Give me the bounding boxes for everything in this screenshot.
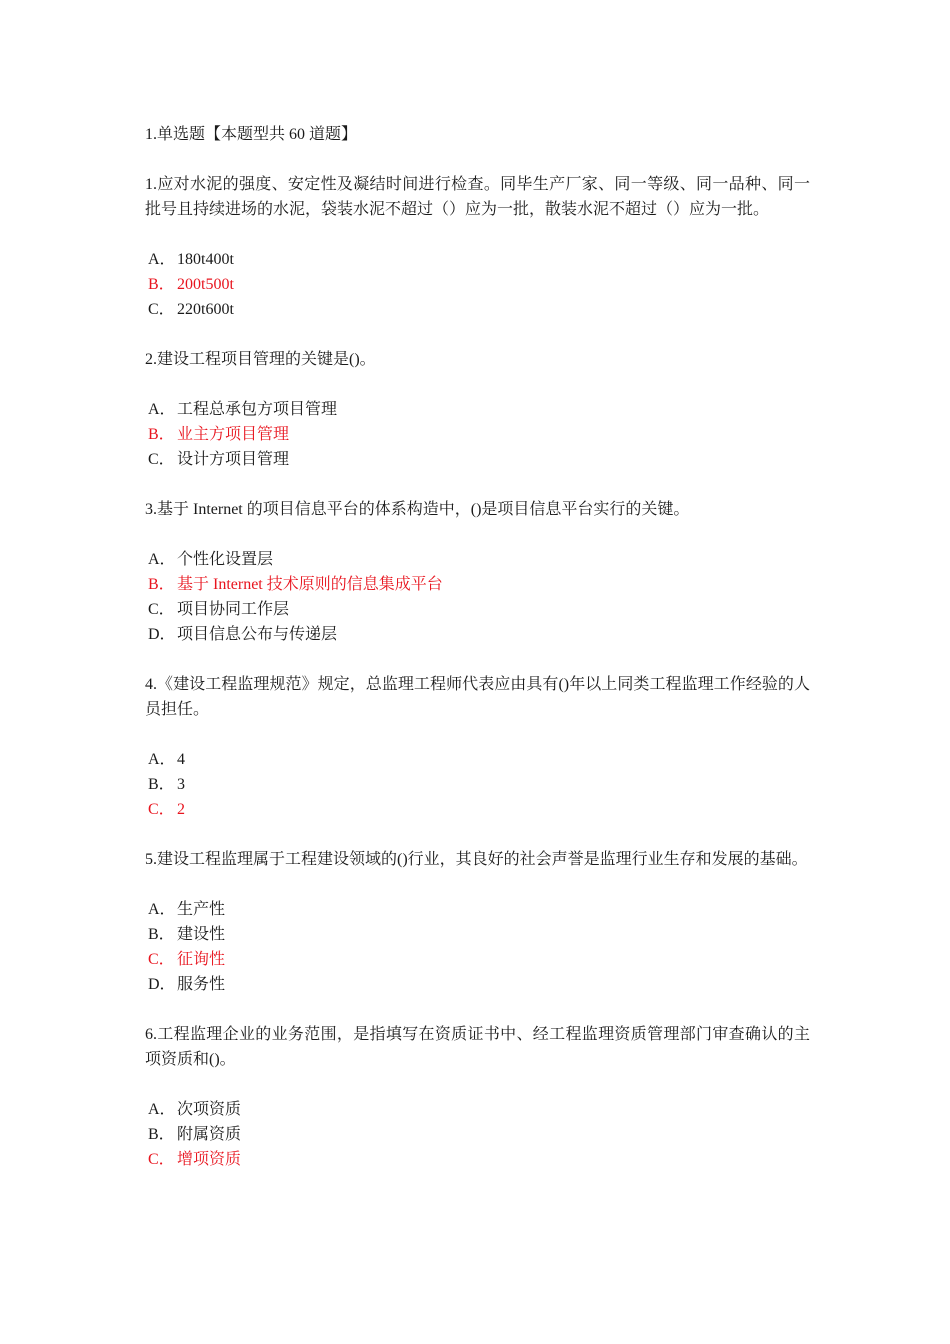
option-letter: A． — [148, 401, 176, 418]
option-list — [145, 1097, 810, 1172]
option-item — [145, 1122, 810, 1147]
option-text: 次项资质 — [177, 1101, 242, 1118]
option-letter: B． — [148, 276, 175, 293]
option-letter: A． — [148, 751, 176, 768]
option-letter: C． — [148, 601, 175, 618]
option-letter: B． — [148, 426, 175, 443]
option-letter: C． — [148, 951, 175, 968]
question-text: 4.《建设工程监理规范》规定，总监理工程师代表应由具有()年以上同类工程监理工作经验的人员担任。 — [145, 676, 810, 718]
document-page — [145, 122, 810, 1197]
option-list — [145, 247, 810, 322]
option-item — [145, 922, 810, 947]
option-item — [145, 547, 810, 572]
option-item-correct — [145, 422, 810, 447]
option-item — [145, 247, 810, 272]
option-text: 200t500t — [177, 276, 234, 293]
option-item — [145, 972, 810, 997]
option-item — [145, 1097, 810, 1122]
option-text: 4 — [177, 751, 185, 768]
option-text: 180t400t — [177, 251, 234, 268]
option-item-correct — [145, 947, 810, 972]
option-letter: C． — [148, 1151, 175, 1168]
option-item-correct — [145, 572, 810, 597]
question-block — [145, 847, 810, 997]
option-letter: A． — [148, 901, 176, 918]
option-list — [145, 897, 810, 997]
option-item — [145, 747, 810, 772]
option-item — [145, 447, 810, 472]
question-block — [145, 172, 810, 322]
option-text: 业主方项目管理 — [177, 426, 290, 443]
option-text: 征询性 — [177, 951, 226, 968]
option-letter: A． — [148, 551, 176, 568]
option-letter: D． — [148, 976, 176, 993]
option-text: 基于 Internet 技术原则的信息集成平台 — [177, 576, 443, 593]
option-list — [145, 397, 810, 472]
option-item — [145, 772, 810, 797]
question-text: 2.建设工程项目管理的关键是()。 — [145, 351, 376, 368]
option-letter: A． — [148, 251, 176, 268]
question-text: 1.应对水泥的强度、安定性及凝结时间进行检查。同毕生产厂家、同一等级、同一品种、同一批号且持续进场的水泥，袋装水泥不超过（）应为一批，散装水泥不超过（）应为一批。 — [145, 176, 810, 218]
option-text: 工程总承包方项目管理 — [177, 401, 338, 418]
option-text: 设计方项目管理 — [177, 451, 290, 468]
option-item-correct — [145, 797, 810, 822]
option-text: 2 — [177, 801, 185, 818]
option-item — [145, 397, 810, 422]
option-text: 项目协同工作层 — [177, 601, 290, 618]
question-block — [145, 347, 810, 472]
option-letter: B． — [148, 776, 175, 793]
option-letter: D． — [148, 626, 176, 643]
option-letter: B． — [148, 926, 175, 943]
question-block — [145, 1022, 810, 1172]
option-text: 个性化设置层 — [177, 551, 274, 568]
option-item-correct — [145, 272, 810, 297]
question-text: 3.基于 Internet 的项目信息平台的体系构造中，()是项目信息平台实行的关键。 — [145, 501, 690, 518]
option-item — [145, 597, 810, 622]
option-text: 生产性 — [177, 901, 226, 918]
option-text: 220t600t — [177, 301, 234, 318]
option-text: 服务性 — [177, 976, 226, 993]
option-letter: B． — [148, 576, 175, 593]
option-list — [145, 747, 810, 822]
option-text: 建设性 — [177, 926, 226, 943]
option-letter: B． — [148, 1126, 175, 1143]
question-list — [145, 172, 810, 1172]
question-block — [145, 497, 810, 647]
question-block — [145, 672, 810, 822]
option-text: 3 — [177, 776, 185, 793]
option-letter: C． — [148, 301, 175, 318]
option-list — [145, 547, 810, 647]
section-heading: 1.单选题【本题型共 60 道题】 — [145, 126, 358, 143]
option-letter: C． — [148, 451, 175, 468]
option-text: 增项资质 — [177, 1151, 242, 1168]
option-letter: C． — [148, 801, 175, 818]
option-item — [145, 622, 810, 647]
option-item-correct — [145, 1147, 810, 1172]
question-text: 6.工程监理企业的业务范围，是指填写在资质证书中、经工程监理资质管理部门审查确认的主项资质和()。 — [145, 1026, 810, 1068]
question-text: 5.建设工程监理属于工程建设领域的()行业，其良好的社会声誉是监理行业生存和发展的基础。 — [145, 851, 808, 868]
option-letter: A． — [148, 1101, 176, 1118]
option-item — [145, 897, 810, 922]
option-text: 项目信息公布与传递层 — [177, 626, 338, 643]
option-text: 附属资质 — [177, 1126, 242, 1143]
option-item — [145, 297, 810, 322]
